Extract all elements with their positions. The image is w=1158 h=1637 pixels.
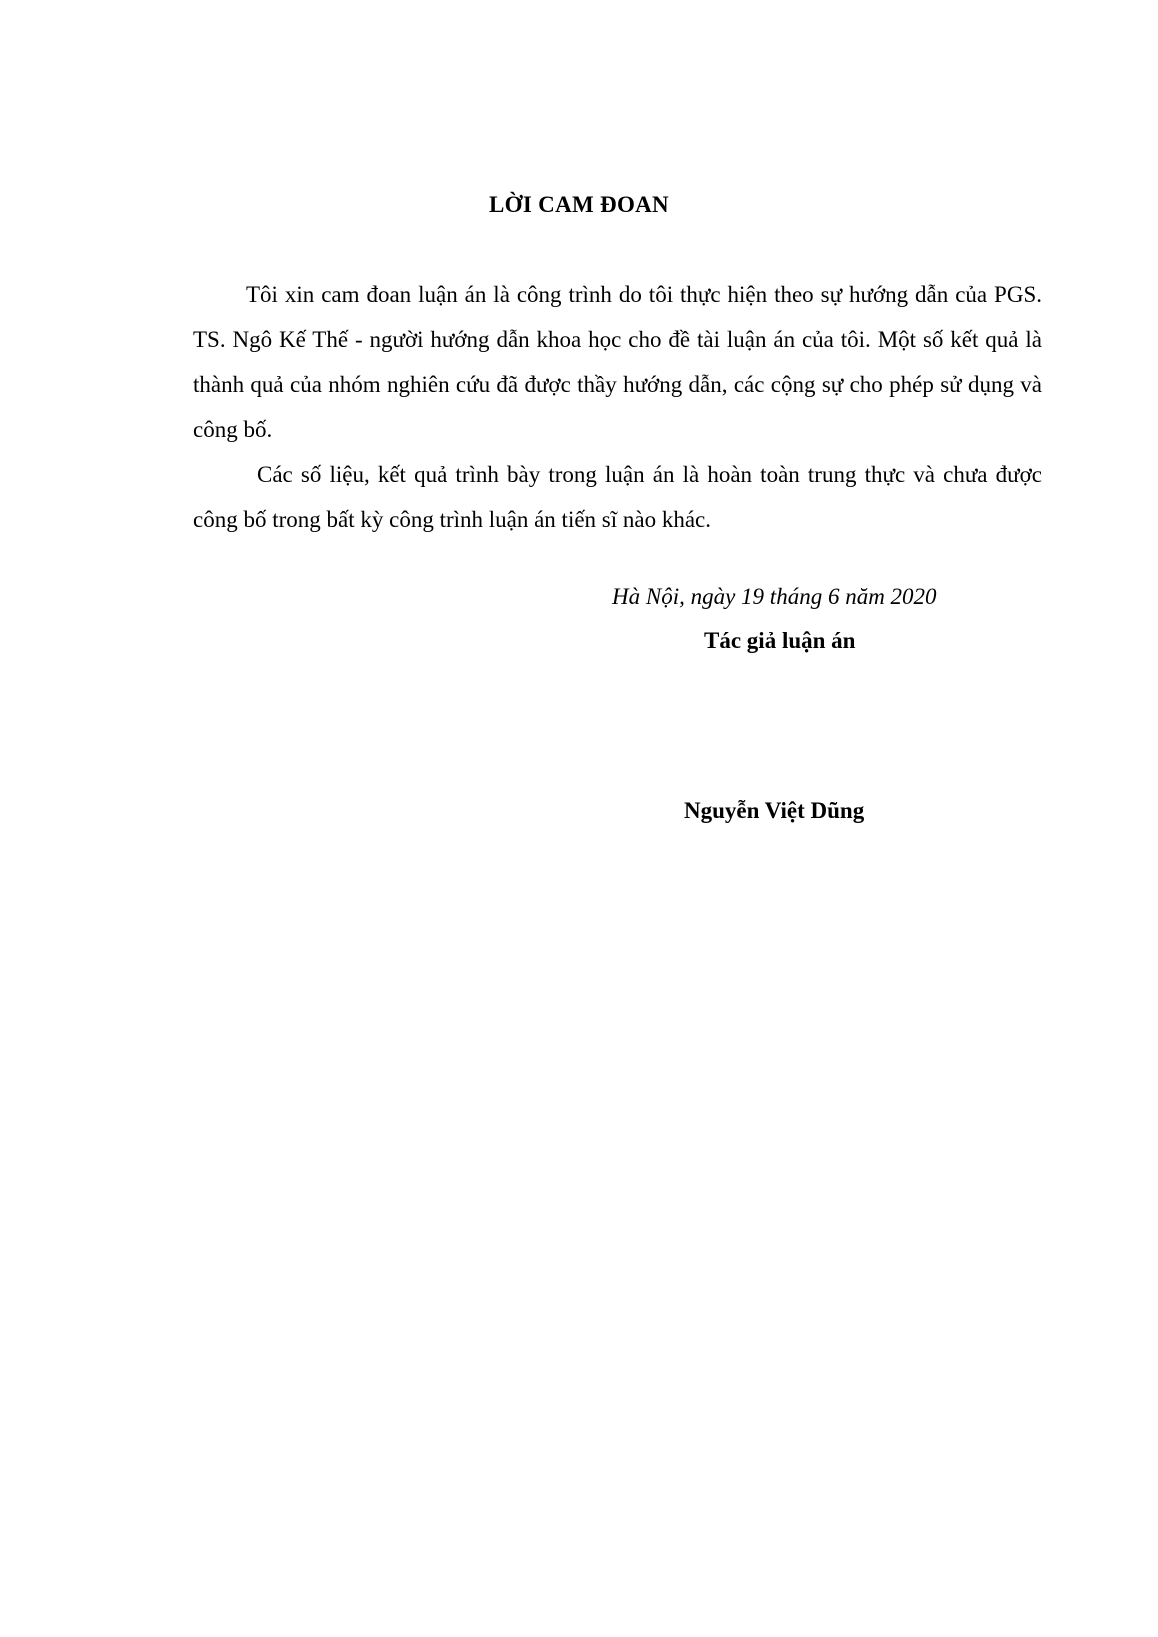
declaration-paragraph-2: Các số liệu, kết quả trình bày trong luận án là hoàn toàn trung thực và chưa được công bố trong bất kỳ công trình luận án tiến sĩ nào khác. xyxy=(193,462,1042,532)
place-date-line: Hà Nội, ngày 19 tháng 6 năm 2020 xyxy=(612,584,937,609)
author-role-label: Tác giả luận án xyxy=(704,628,856,653)
declaration-paragraph-1: Tôi xin cam đoan luận án là công trình do tôi thực hiện theo sự hướng dẫn của PGS. TS. Ngô Kế Thế - người hướng dẫn khoa học cho đề tài luận án của tôi. Một số kết quả là thành quả của nhóm nghiên cứu đã được thầy hướng dẫn, các cộng sự cho phép sử dụng và công bố. xyxy=(193,282,1042,442)
declaration-body xyxy=(193,272,1042,542)
page-title: LỜI CAM ĐOAN xyxy=(489,192,669,217)
author-name: Nguyễn Việt Dũng xyxy=(684,798,865,823)
